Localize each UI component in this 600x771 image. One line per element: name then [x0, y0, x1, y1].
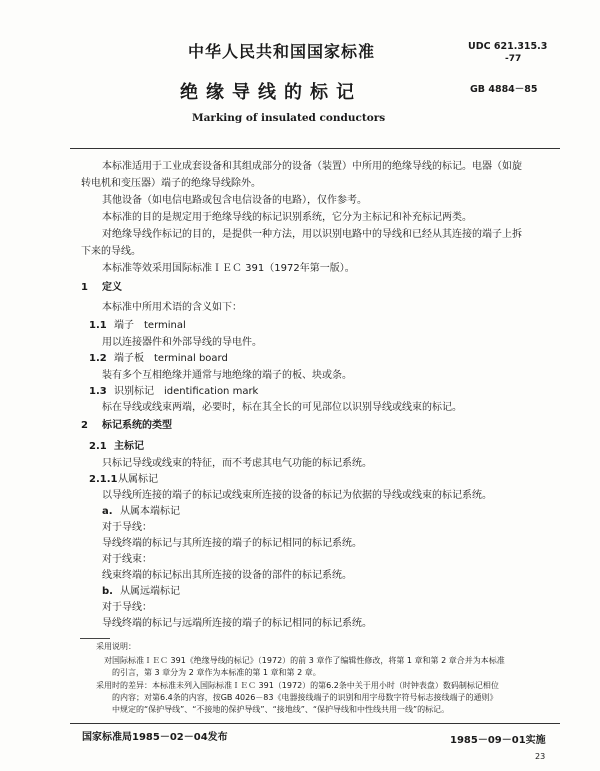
intro-line: 其他设备（如电信电路或包含电信设备的电路），仅作参考。: [102, 195, 367, 206]
document-title: 绝缘导线的标记: [180, 82, 362, 103]
footnote-line: 中规定的“保护导线”、“不接地的保护导线”、“接地线”、“保护导线和中性线共用一线”的标记。: [112, 705, 450, 714]
item-a-line: 对于线束：: [102, 554, 152, 565]
item-a-line: 导线终端的标记与其所连接的端子的标记相同的标记系统。: [102, 538, 362, 549]
gb-number: GB 4884－85: [470, 84, 538, 95]
item-1-1-number: 1.1: [89, 320, 107, 331]
footnote-line: 的内容；对第6.4条的内容，按GB 4026－83《电器接线端子的识别和用字母数字符号标志接线端子的通则》: [112, 693, 498, 702]
item-1-1-desc: 用以连接器件和外部导线的导电件。: [102, 337, 262, 348]
item-2-1-1-number: 2.1.1: [89, 474, 118, 485]
intro-line: 对绝缘导线作标记的目的，是提供一种方法，用以识别电路中的导线和已经从其连接的端子上拆: [102, 229, 522, 240]
intro-line: 本标准的目的是规定用于绝缘导线的标记识别系统，它分为主标记和补充标记两类。: [102, 212, 472, 223]
item-1-3-desc: 标在导线或线束两端，必要时，标在其全长的可见部位以识别导线或线束的标记。: [102, 402, 462, 413]
section-1-intro: 本标准中所用术语的含义如下：: [102, 302, 242, 313]
item-1-2-desc: 装有多个互相绝缘并通常与地绝缘的端子的板、块或条。: [102, 370, 352, 381]
intro-line: 本标准适用于工业成套设备和其组成部分的设备（装置）中所用的绝缘导线的标记。电器（如旋: [102, 161, 522, 172]
item-2-1-1-text: 以导线所连接的端子的标记或线束所连接的设备的标记为依据的导线或线束的标记系统。: [102, 490, 492, 501]
item-1-2-number: 1.2: [89, 353, 107, 364]
item-2-1-text: 只标记导线或线束的特征，而不考虑其电气功能的标记系统。: [102, 458, 372, 469]
intro-line: 本标准等效采用国际标准ＩＥＣ 391（1972年第一版）。: [102, 263, 355, 274]
section-2-number: 2: [81, 420, 88, 431]
footnote-rule: [80, 638, 110, 639]
footer-rule: [70, 723, 560, 724]
standard-header: 中华人民共和国国家标准: [188, 42, 376, 61]
section-2-title: 标记系统的类型: [102, 420, 172, 431]
udc-code-suffix: -77: [505, 54, 522, 64]
item-b-label: b.: [102, 586, 113, 597]
item-1-3-number: 1.3: [89, 386, 107, 397]
footnote-line: 对国际标准ＩＥＣ 391《绝缘导线的标记》（1972）的前 3 章作了编辑性修改，将第 1 章和第 2 章合并为本标准: [104, 656, 505, 665]
item-1-1-term: 端子 terminal: [114, 320, 186, 331]
item-a-line: 对于导线：: [102, 522, 152, 533]
item-b-line: 对于导线：: [102, 602, 152, 613]
header-rule: [70, 148, 560, 149]
item-a-label: a.: [102, 506, 113, 517]
effective-date: 1985－09－01实施: [450, 735, 546, 746]
footnote-line: 的引言，第 3 章分为 2 章作为本标准的第 1 章和第 2 章。: [112, 668, 321, 677]
footnote-line: 采用时的差异：本标准未列入国际标准ＩＥＣ 391（1972）的第6.2条中关于用小时（时钟表盘）数码制标记相位: [96, 681, 499, 690]
udc-code: UDC 621.315.3: [468, 41, 548, 52]
intro-line: 转电机和变压器）端子的绝缘导线除外。: [81, 178, 261, 189]
page-number: 23: [535, 752, 546, 761]
item-2-1-title: 主标记: [114, 441, 144, 452]
section-1-number: 1: [81, 282, 88, 293]
item-1-3-term: 识别标记 identification mark: [114, 386, 259, 397]
item-2-1-number: 2.1: [89, 441, 107, 452]
item-b-line: 导线终端的标记与远端所连接的端子的标记相同的标记系统。: [102, 618, 372, 629]
issue-date: 国家标准局1985－02－04发布: [82, 732, 228, 743]
footnote-line: 采用说明：: [96, 642, 136, 651]
item-a-title: 从属本端标记: [120, 506, 180, 517]
item-2-1-1-title: 从属标记: [118, 474, 158, 485]
item-b-title: 从属远端标记: [120, 586, 180, 597]
intro-line: 下来的导线。: [81, 246, 141, 257]
item-1-2-term: 端子板 terminal board: [114, 353, 228, 364]
section-1-title: 定义: [102, 282, 122, 293]
document-subtitle-en: Marking of insulated conductors: [192, 112, 386, 124]
item-a-line: 线束终端的标记标出其所连接的设备的部件的标记系统。: [102, 570, 352, 581]
